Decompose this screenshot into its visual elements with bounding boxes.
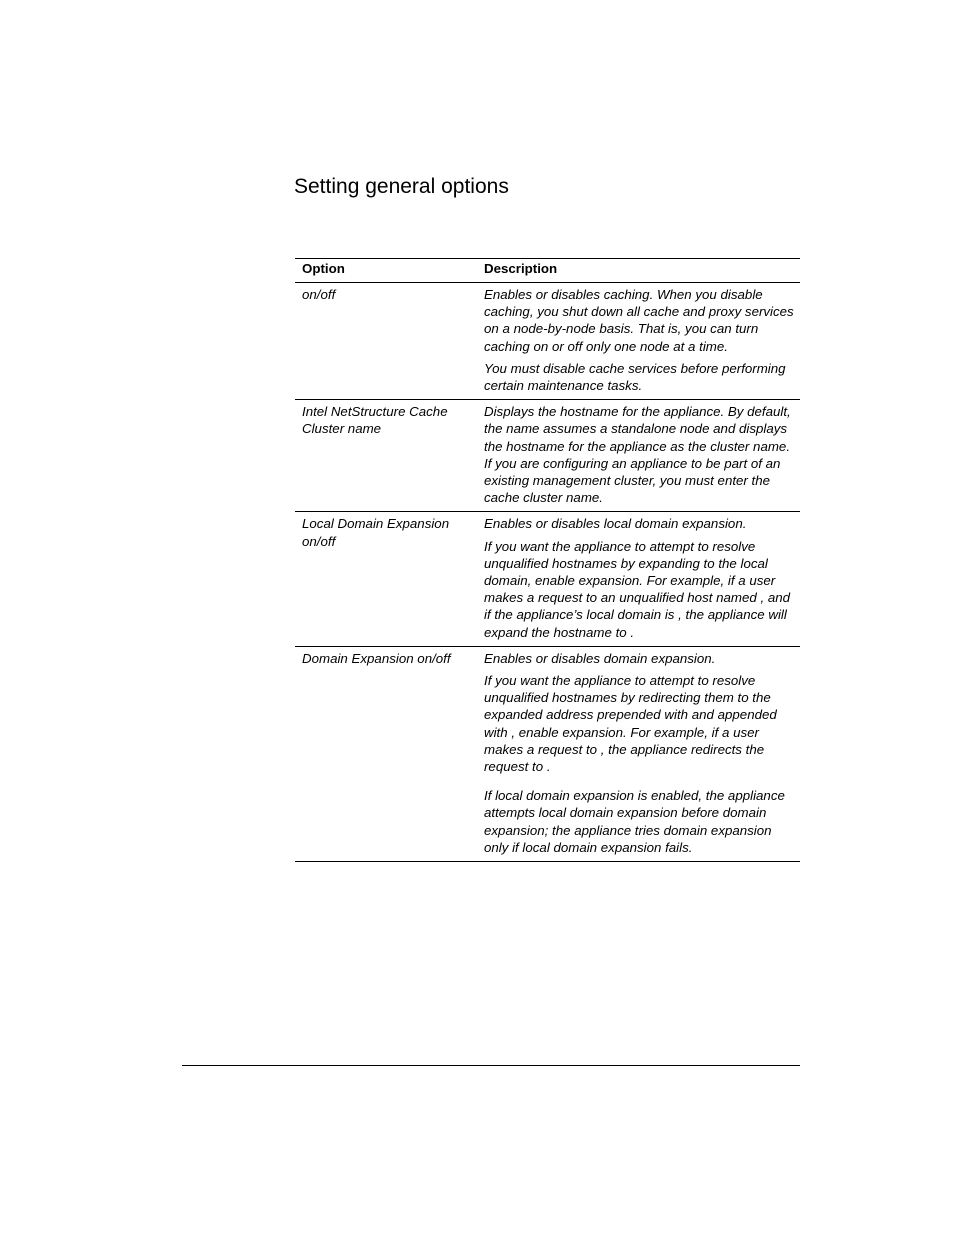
description-paragraph: Enables or disables caching. When you disable caching, you shut down all cache and proxy services on a node-by-node basis. That is, you can turn caching on or off only one node at a time. — [484, 287, 794, 354]
header-option: Option — [295, 259, 484, 283]
header-description: Description — [484, 259, 800, 283]
table-header-row — [295, 259, 800, 283]
footer-rule — [182, 1065, 800, 1066]
table-row — [295, 283, 800, 400]
table-row — [295, 646, 800, 861]
option-cell: Domain Expansion on/off — [295, 646, 484, 861]
description-paragraph: Enables or disables domain expansion. — [484, 650, 716, 666]
description-paragraph: If you want the appliance to attempt to resolve unqualified hostnames by expanding to the local domain, enable expansion. For example, if a user makes a request to an unqualified host named , and if the appliance’s local domain is , the appliance will expand the hostname to . — [484, 538, 791, 640]
table-row — [295, 400, 800, 512]
description-paragraph: If you want the appliance to attempt to resolve unqualified hostnames by redirecting them to the expanded address prepended with and appended with , enable expansion. For example, if a user makes a request to , the appliance redirects the request to . — [484, 673, 777, 775]
table-row — [295, 512, 800, 646]
description-paragraph: You must disable cache services before performing certain maintenance tasks. — [484, 360, 786, 394]
option-cell: on/off — [295, 283, 484, 400]
description-paragraph: If local domain expansion is enabled, the appliance attempts local domain expansion before domain expansion; the appliance tries domain expansion only if local domain expansion fails. — [484, 788, 785, 855]
page-title: Setting general options — [294, 175, 509, 198]
description-cell — [484, 283, 800, 400]
option-cell: Intel NetStructure Cache Cluster name — [295, 400, 484, 512]
options-table — [295, 258, 800, 862]
description-cell — [484, 512, 800, 646]
option-cell: Local Domain Expansion on/off — [295, 512, 484, 646]
description-paragraph: Displays the hostname for the appliance. By default, the name assumes a standalone node and displays the hostname for the appliance as the cluster name. If you are configuring an appliance to be part of an existing management cluster, you must enter the cache cluster name. — [484, 404, 791, 506]
description-cell — [484, 646, 800, 861]
description-cell — [484, 400, 800, 512]
description-paragraph: Enables or disables local domain expansion. — [484, 516, 747, 532]
